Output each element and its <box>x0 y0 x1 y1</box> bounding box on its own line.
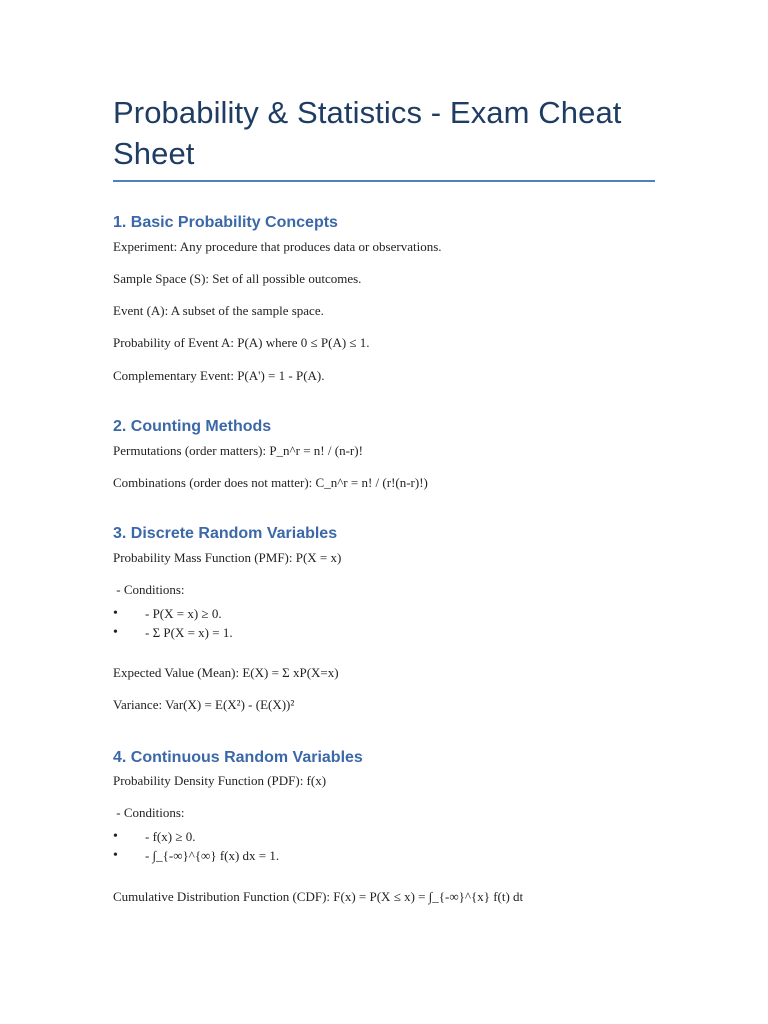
paragraph-combinations: Combinations (order does not matter): C_n^r = n! / (r!(n-r)!) <box>113 475 428 490</box>
paragraph-expected-value: Expected Value (Mean): E(X) = Σ xP(X=x) <box>113 665 339 680</box>
paragraph-permutations: Permutations (order matters): P_n^r = n! / (n-r)! <box>113 443 363 458</box>
title-underline-rule <box>113 180 655 182</box>
list-item-pdf-nonnegative <box>113 827 195 846</box>
list-item-text: - Σ P(X = x) = 1. <box>145 625 233 640</box>
document-title-line-2: Sheet <box>113 136 195 171</box>
paragraph-complementary-event: Complementary Event: P(A') = 1 - P(A). <box>113 368 325 383</box>
list-item-text: - P(X = x) ≥ 0. <box>145 606 222 621</box>
bullet-icon: • <box>113 625 118 640</box>
section-heading-basic-probability: 1. Basic Probability Concepts <box>113 214 338 231</box>
paragraph-pmf: Probability Mass Function (PMF): P(X = x) <box>113 550 342 565</box>
paragraph-probability-of-event: Probability of Event A: P(A) where 0 ≤ P(A) ≤ 1. <box>113 335 370 350</box>
paragraph-sample-space: Sample Space (S): Set of all possible outcomes. <box>113 271 362 286</box>
list-item-text: - ∫_{-∞}^{∞} f(x) dx = 1. <box>145 848 280 863</box>
paragraph-experiment: Experiment: Any procedure that produces data or observations. <box>113 239 442 254</box>
paragraph-event: Event (A): A subset of the sample space. <box>113 303 324 318</box>
paragraph-pdf-conditions-label: - Conditions: <box>113 805 185 820</box>
paragraph-pmf-conditions-label: - Conditions: <box>113 582 185 597</box>
bullet-icon: • <box>113 606 118 621</box>
paragraph-cdf: Cumulative Distribution Function (CDF): F(x) = P(X ≤ x) = ∫_{-∞}^{x} f(t) dt <box>113 889 524 904</box>
document-title-line-1: Probability & Statistics - Exam Cheat <box>113 95 622 130</box>
paragraph-pdf: Probability Density Function (PDF): f(x) <box>113 773 327 788</box>
document-title <box>113 92 622 174</box>
list-item-pdf-integrates-to-one <box>113 846 279 865</box>
list-item-text: - f(x) ≥ 0. <box>145 829 196 844</box>
bullet-icon: • <box>113 848 118 863</box>
paragraph-variance: Variance: Var(X) = E(X²) - (E(X))² <box>113 697 295 712</box>
section-heading-counting-methods: 2. Counting Methods <box>113 418 272 435</box>
list-item-pmf-sums-to-one <box>113 623 233 642</box>
list-item-pmf-nonnegative <box>113 604 222 623</box>
section-heading-continuous-random-variables: 4. Continuous Random Variables <box>113 749 363 766</box>
section-heading-discrete-random-variables: 3. Discrete Random Variables <box>113 525 338 542</box>
bullet-icon: • <box>113 829 118 844</box>
